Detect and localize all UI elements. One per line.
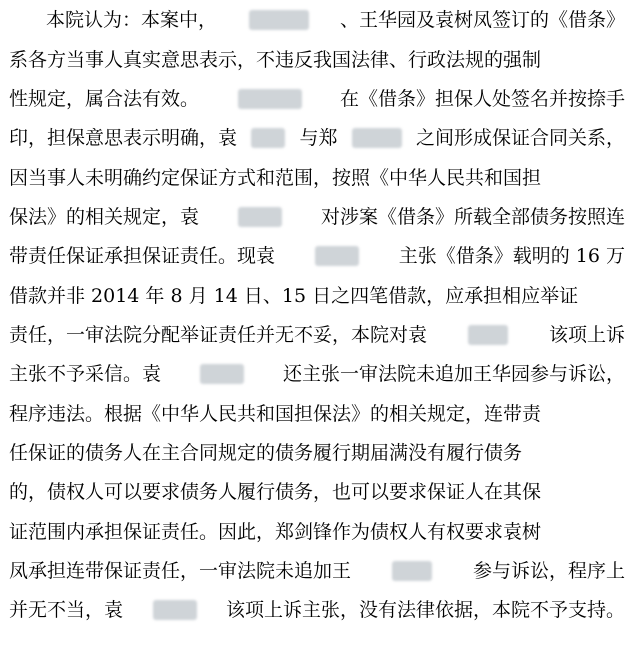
- text-line-11: [9, 397, 625, 431]
- text-segment: 、王华园及袁树凤签订的《借条》: [339, 9, 625, 31]
- text-segment: 主张不予采信。袁: [9, 363, 162, 385]
- text-line-3: [9, 82, 625, 116]
- text-segment: 参与诉讼，程序上: [472, 560, 625, 582]
- text-segment: 的，债权人可以要求债务人履行债务，也可以要求保证人在其保: [9, 481, 542, 503]
- redaction-mask: [249, 10, 309, 30]
- text-line-10: [9, 357, 625, 391]
- text-line-7: [9, 239, 625, 273]
- text-line-13: [9, 475, 625, 509]
- text-line-4: [9, 121, 625, 155]
- text-line-12: [9, 436, 625, 470]
- text-line-2: [9, 43, 625, 77]
- text-line-16: [9, 593, 625, 627]
- text-segment: 印，担保意思表示明确，袁: [9, 127, 238, 149]
- text-line-15: [9, 554, 625, 588]
- text-line-5: [9, 161, 625, 195]
- redaction-mask: [352, 128, 402, 148]
- redaction-mask: [315, 246, 359, 266]
- redaction-mask: [153, 600, 197, 620]
- redaction-mask: [251, 128, 285, 148]
- text-segment: 系各方当事人真实意思表示，不违反我国法律、行政法规的强制: [9, 49, 542, 71]
- text-line-8: [9, 279, 625, 313]
- text-segment: 该项上诉主张，没有法律依据，本院不予支持。: [225, 599, 625, 621]
- text-segment: 程序违法。根据《中华人民共和国担保法》的相关规定，连带责: [9, 403, 542, 425]
- text-segment: 借款并非 2014 年 8 月 14 日、15 日之四笔借款，应承担相应举证: [9, 285, 579, 307]
- text-segment: 并无不当，袁: [9, 599, 124, 621]
- text-segment: 本院认为：本案中，: [46, 9, 218, 31]
- text-segment: 在《借条》担保人处签名并按捺手: [339, 88, 625, 110]
- text-line-14: [9, 515, 625, 549]
- text-segment: 与郑: [299, 127, 338, 149]
- redaction-mask: [468, 325, 508, 345]
- text-segment: 之间形成保证合同关系，: [415, 127, 625, 149]
- text-segment: 证范围内承担保证责任。因此，郑剑锋作为债权人有权要求袁树: [9, 521, 542, 543]
- text-segment: 带责任保证承担保证责任。现袁: [9, 245, 276, 267]
- redaction-mask: [238, 207, 282, 227]
- text-line-1: [46, 3, 625, 37]
- redaction-mask: [392, 561, 432, 581]
- text-segment: 性规定，属合法有效。: [9, 88, 200, 110]
- text-segment: 责任，一审法院分配举证责任并无不妥，本院对袁: [9, 324, 428, 346]
- text-segment: 任保证的债务人在主合同规定的债务履行期届满没有履行债务: [9, 442, 523, 464]
- text-segment: 还主张一审法院未追加王华园参与诉讼，: [282, 363, 625, 385]
- redaction-mask: [238, 89, 302, 109]
- redaction-mask: [200, 364, 244, 384]
- text-segment: 因当事人未明确约定保证方式和范围，按照《中华人民共和国担: [9, 167, 542, 189]
- text-segment: 该项上诉: [548, 324, 625, 346]
- text-segment: 保法》的相关规定，袁: [9, 206, 200, 228]
- text-segment: 主张《借条》载明的 16 万: [398, 245, 625, 267]
- text-line-9: [9, 318, 625, 352]
- text-segment: 凤承担连带保证责任，一审法院未追加王: [9, 560, 352, 582]
- text-segment: 对涉案《借条》所载全部债务按照连: [320, 206, 625, 228]
- text-line-6: [9, 200, 625, 234]
